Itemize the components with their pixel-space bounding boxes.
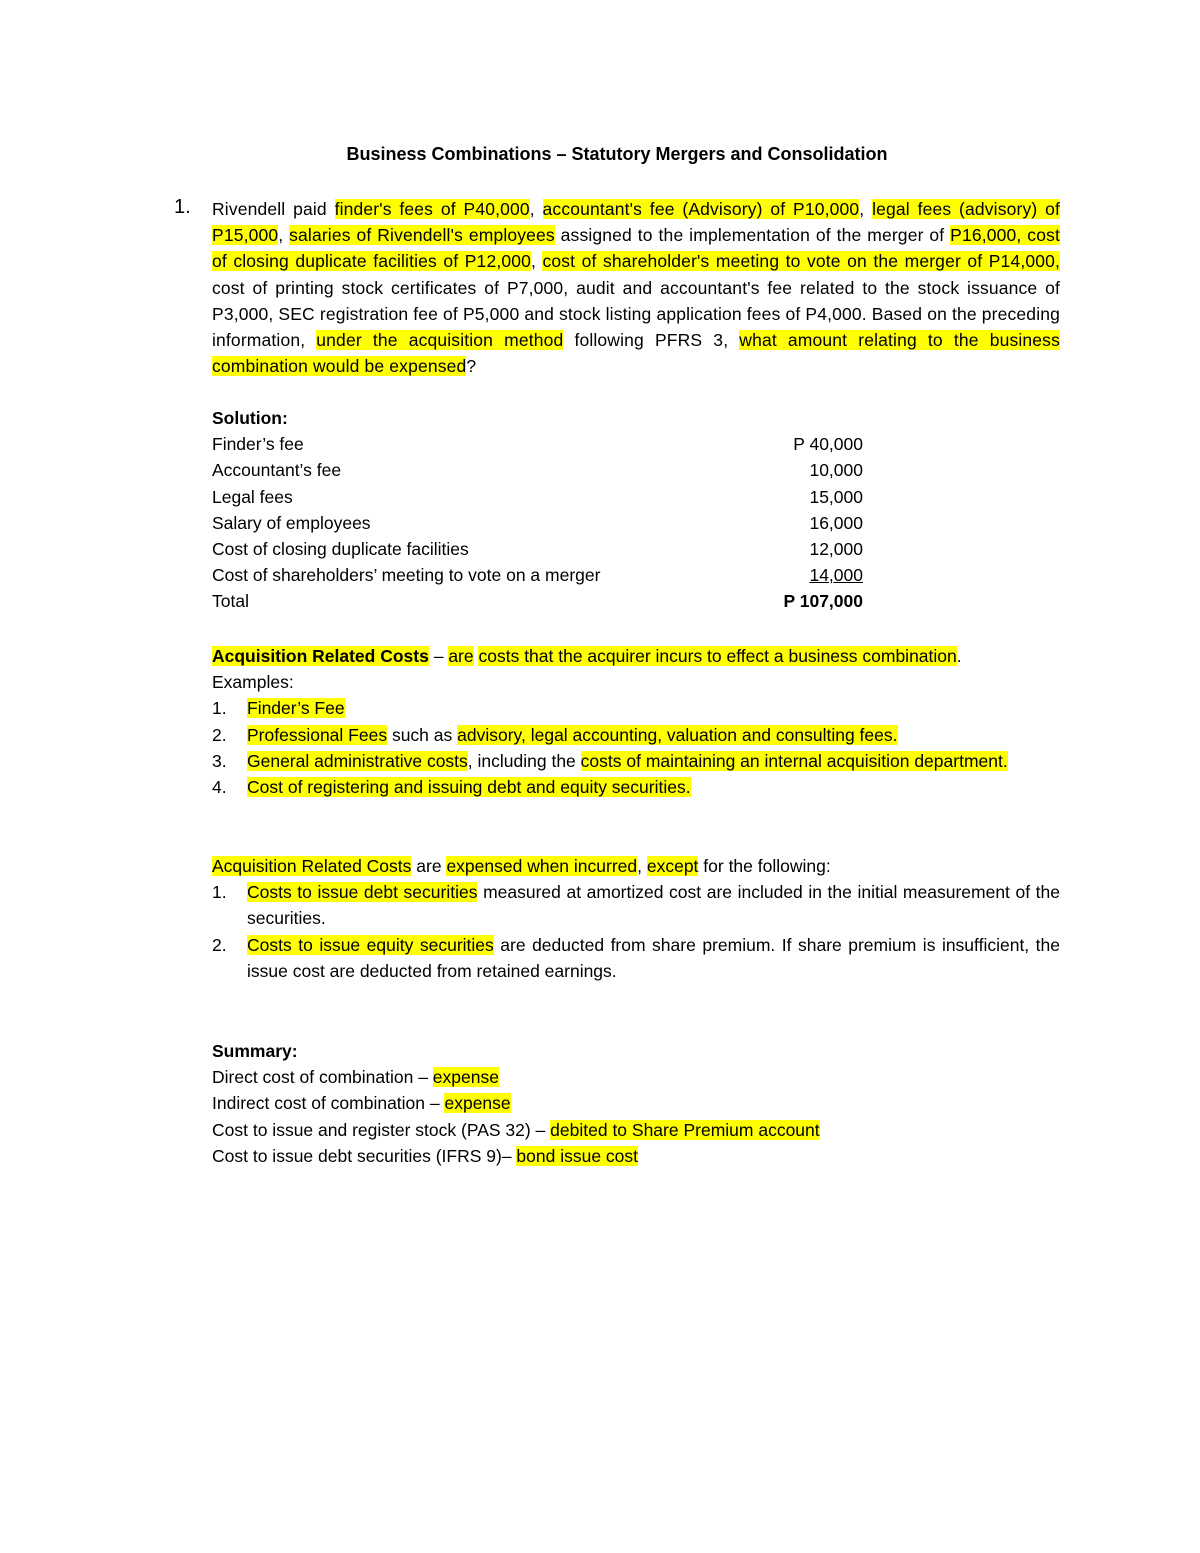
solution-row [212,431,863,457]
text-segment: , [637,856,647,876]
solution-amount: 16,000 [809,512,863,533]
summary-value: debited to Share Premium account [550,1119,820,1140]
text-segment: for the following: [698,856,831,876]
summary-label: Direct cost of combination – [212,1067,433,1088]
text-segment: are deducted from share premium. If share premium is insufficient, the issue cost are deducted from retained earnings. [247,934,1060,981]
definition-term: Acquisition Related Costs [212,646,429,666]
solution-heading: Solution: [212,408,288,428]
list-item-number: 1. [212,882,227,903]
list-item-number: 4. [212,777,227,798]
summary-value: bond issue cost [516,1145,639,1166]
list-item [212,722,1060,748]
solution-row [212,510,863,536]
highlighted-text: Costs to issue debt securities [247,882,478,903]
text-segment: , [278,225,290,246]
solution-section [212,405,1060,615]
list-item [212,748,1060,774]
text-segment: following PFRS 3, [563,330,740,351]
highlighted-text: salaries of Rivendell's employees [289,225,555,246]
summary-label: Cost to issue and register stock (PAS 32) – [212,1119,551,1140]
solution-label: Cost of shareholders’ meeting to vote on a merger [212,565,601,586]
highlighted-text: Costs to issue equity securities [247,934,494,955]
highlighted-text: General administrative costs [247,750,468,771]
summary-label: Indirect cost of combination – [212,1093,445,1114]
list-item [212,774,1060,800]
exceptions-intro [212,853,1060,879]
highlighted-text: Acquisition Related Costs [212,856,412,876]
solution-row [212,484,863,510]
highlighted-text: accountant's fee (Advisory) of P10,000 [542,199,860,219]
highlighted-text: except [646,856,699,876]
summary-line [212,1090,1060,1116]
solution-table [212,431,863,614]
highlighted-text: Cost of registering and issuing debt and equity securities. [247,777,691,798]
solution-label: Cost of closing duplicate facilities [212,538,469,559]
solution-row [212,536,863,562]
text-segment: such as [387,724,458,745]
summary-line [212,1117,1060,1143]
solution-amount: 10,000 [809,460,863,481]
solution-row [212,562,863,588]
highlighted-text: advisory, legal accounting, valuation and consulting fees. [457,724,898,745]
list-item-number: 3. [212,750,227,771]
definition-dash: – [428,646,449,666]
solution-row [212,457,863,483]
summary-heading: Summary: [212,1041,298,1061]
text-segment: are [411,856,447,876]
solution-amount: 14,000 [809,565,863,586]
list-item [212,932,1060,984]
exceptions-list [212,879,1060,984]
list-item-number: 2. [212,934,227,955]
document-title: Business Combinations – Statutory Mergers and Consolidation [346,144,888,164]
list-item [212,695,1060,721]
list-item [212,879,1060,931]
highlighted-text: what amount relating to the business combination would be expensed [212,330,1060,377]
list-item-number: 2. [212,724,227,745]
summary-label: Cost to issue debt securities (IFRS 9)– [212,1145,517,1166]
summary-line [212,1064,1060,1090]
solution-amount: 15,000 [809,486,863,507]
question-number: 1. [174,196,191,218]
question-text [212,196,1060,379]
summary-section [212,1038,1060,1169]
highlighted-text: Finder’s Fee [247,698,345,719]
definition-line [212,643,1060,669]
text-segment: , [531,251,543,272]
definition-are: are [448,646,474,666]
solution-label: Accountant’s fee [212,460,342,481]
text-segment: ? [466,356,477,377]
text-segment: Rivendell paid [212,199,335,219]
highlighted-text: under the acquisition method [316,330,564,351]
definition-text: costs that the acquirer incurs to effect a business combination [478,646,957,666]
definition-section [212,643,1060,800]
text-segment: cost of printing stock certificates of P7,000, audit and accountant's fee related to the stock issuance of P3,000, SEC registration fee of P5,000 and stock listing application fees of P4,000. Based on the preceding information, [212,277,1060,351]
definition-period: . [956,646,962,666]
text-segment: , including the [467,750,581,771]
solution-amount: P 40,000 [793,434,863,455]
summary-line [212,1143,1060,1169]
highlighted-text: cost of shareholder's meeting to vote on the merger of P14,000, [542,251,1060,272]
highlighted-text: legal fees (advisory) of P15,000 [212,199,1060,246]
list-item-number: 1. [212,698,227,719]
summary-value: expense [444,1093,511,1114]
exceptions-section [212,853,1060,984]
solution-total-label: Total [212,591,249,612]
text-segment: assigned to the implementation of the merger of [554,225,951,246]
highlighted-text: Professional Fees [247,724,388,745]
examples-list [212,695,1060,800]
solution-label: Legal fees [212,486,293,507]
highlighted-text: expensed when incurred [446,856,638,876]
summary-value: expense [432,1067,499,1088]
solution-total-amount: P 107,000 [783,591,863,612]
solution-label: Salary of employees [212,512,371,533]
highlighted-text: finder's fees of P40,000 [334,199,530,219]
highlighted-text: costs of maintaining an internal acquisition department. [580,750,1008,771]
highlighted-text: P16,000, cost of closing duplicate facilities of P12,000 [212,225,1060,272]
solution-amount: 12,000 [809,538,863,559]
examples-label: Examples: [212,672,294,693]
text-segment: , [529,199,543,219]
text-segment: measured at amortized cost are included in the initial measurement of the securities. [247,882,1060,929]
solution-label: Finder’s fee [212,434,304,455]
text-segment: , [859,199,873,219]
solution-total-row [212,588,863,614]
